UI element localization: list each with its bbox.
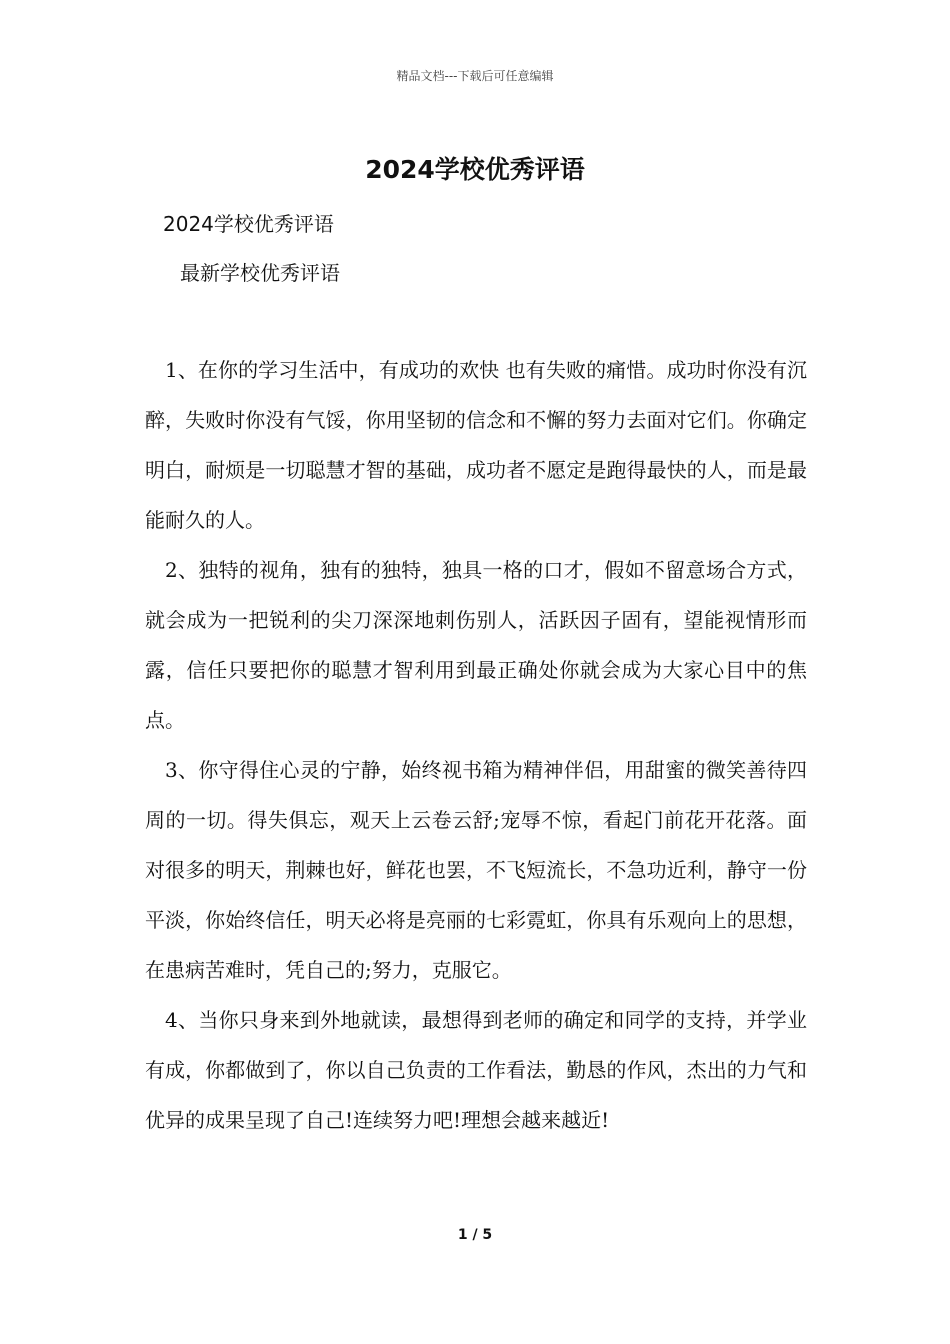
paragraph: 3、你守得住心灵的宁静，始终视书箱为精神伴侣，用甜蜜的微笑善待四周的一切。得失俱忘，观天上云卷云舒;宠辱不惊，看起门前花开花落。面对很多的明天，荆棘也好，鲜花也罢，不飞短流长，不急功近利，静守一份平淡，你始终信任，明天必将是亮丽的七彩霓虹，你具有乐观向上的思想，在患病苦难时，凭自己的;努力，克服它。 (145, 758, 807, 982)
document-body (145, 345, 807, 1145)
paragraph: 4、当你只身来到外地就读，最想得到老师的确定和同学的支持，并学业有成，你都做到了，你以自己负责的工作看法，勤恳的作风，杰出的力气和优异的成果呈现了自己!连续努力吧!理想会越来越近! (145, 1008, 807, 1132)
paragraph: 2、独特的视角，独有的独特，独具一格的口才，假如不留意场合方式，就会成为一把锐利的尖刀深深地刺伤别人，活跃因子固有，望能视情形而露，信任只要把你的聪慧才智利用到最正确处你就会成为大家心目中的焦点。 (145, 558, 807, 732)
header-note: 精品文档---下载后可任意编辑 (396, 69, 554, 83)
subtitle-secondary: 最新学校优秀评语 (180, 261, 340, 285)
subtitle-primary: 2024学校优秀评语 (163, 212, 334, 236)
page-number: 1 / 5 (457, 1227, 493, 1243)
document-title: 2024学校优秀评语 (365, 155, 585, 184)
paragraph: 1、在你的学习生活中，有成功的欢快 也有失败的痛惜。成功时你没有沉醉，失败时你没有气馁，你用坚韧的信念和不懈的努力去面对它们。你确定明白，耐烦是一切聪慧才智的基础，成功者不愿定是跑得最快的人，而是最能耐久的人。 (145, 358, 807, 532)
